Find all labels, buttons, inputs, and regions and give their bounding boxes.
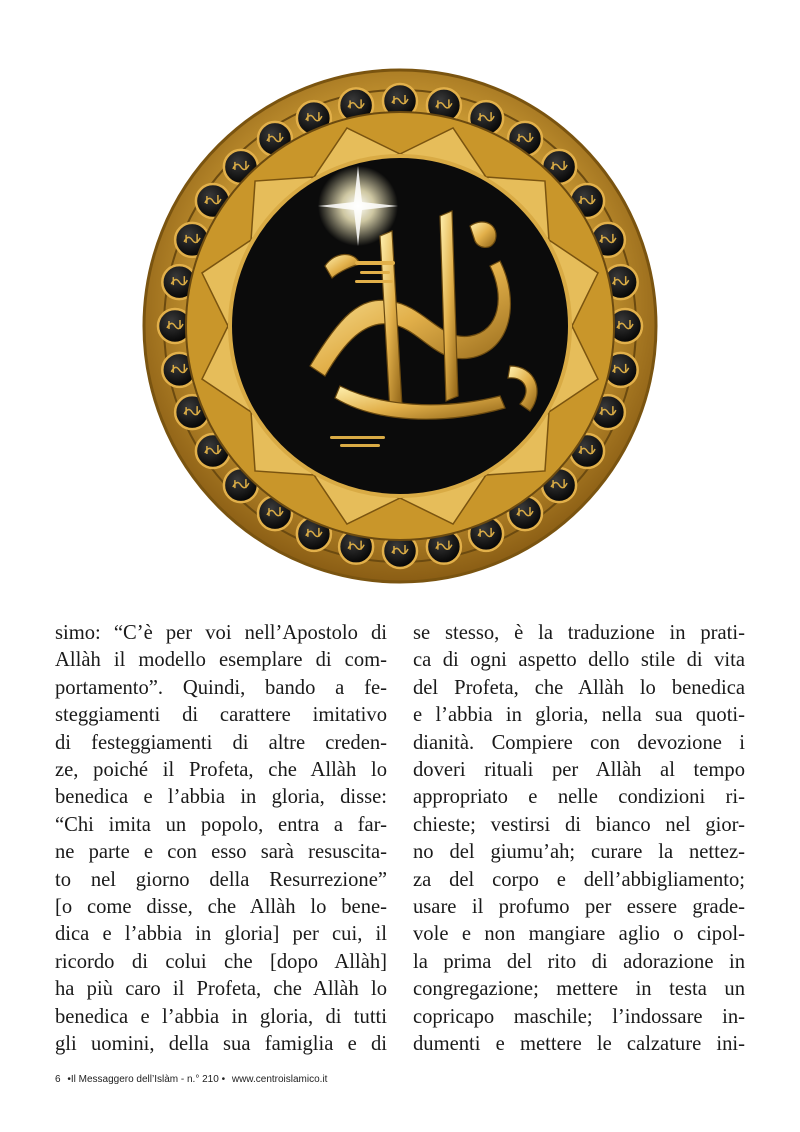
text-line: doveri rituali per Allàh al tempo bbox=[413, 759, 745, 782]
text-line: dica e l’abbia in gloria] per cui, il bbox=[55, 923, 387, 946]
text-line: benedica e l’abbia in gloria, di tutti bbox=[55, 1005, 387, 1028]
text-line: to nel giorno della Resurrezione” bbox=[55, 868, 387, 891]
text-line: ne parte e con esso sarà resuscita- bbox=[55, 841, 387, 864]
right-text-column bbox=[413, 620, 745, 1059]
text-line: ze, poiché il Profeta, che Allàh lo bbox=[55, 759, 387, 782]
text-line: Allàh il modello esemplare di com- bbox=[55, 649, 387, 672]
text-line: ricordo di colui che [dopo Allàh] bbox=[55, 950, 387, 973]
text-line: se stesso, è la traduzione in prati- bbox=[413, 622, 745, 644]
text-line: ca di ogni aspetto dello stile di vita bbox=[413, 649, 745, 672]
page-footer bbox=[55, 1074, 331, 1085]
text-line: dumenti e mettere le calzature ini- bbox=[413, 1033, 745, 1056]
text-line: [o come disse, che Allàh lo bene- bbox=[55, 896, 387, 919]
text-line: za del corpo e dell’abbigliamento; bbox=[413, 868, 745, 891]
text-line: gli uomini, della sua famiglia e di bbox=[55, 1033, 387, 1056]
text-line: vole e non mangiare aglio o cipol- bbox=[413, 923, 745, 946]
text-line: del Profeta, che Allàh lo benedica bbox=[413, 676, 745, 699]
text-line: ha più caro il Profeta, che Allàh lo bbox=[55, 978, 387, 1001]
website-link[interactable]: www.centroislamico.it bbox=[231, 1074, 328, 1085]
text-line: portamento”. Quindi, bando a fe- bbox=[55, 676, 387, 699]
text-line: usare il profumo per essere grade- bbox=[413, 896, 745, 919]
text-line: “Chi imita un popolo, entra a far- bbox=[55, 813, 387, 836]
text-line: benedica e l’abbia in gloria, disse: bbox=[55, 786, 387, 809]
page-number: 6 bbox=[55, 1074, 61, 1085]
text-line: e l’abbia in gloria, nella sua quoti- bbox=[413, 704, 745, 727]
text-line: appropriato e nelle condizioni ri- bbox=[413, 786, 745, 809]
text-line: chieste; vestirsi di bianco nel gior- bbox=[413, 813, 745, 836]
text-line: dianità. Compiere con devozione i bbox=[413, 731, 745, 754]
text-line: no del giumu’ah; curare la nettez- bbox=[413, 841, 745, 864]
magazine-title: •Il Messaggero dell’Islàm - n.° 210 • bbox=[67, 1074, 226, 1085]
text-line: congregazione; mettere in testa un bbox=[413, 978, 745, 1001]
left-text-column bbox=[55, 620, 387, 1059]
text-line: copricapo maschile; l’indossare in- bbox=[413, 1005, 745, 1028]
text-line: simo: “C’è per voi nell’Apostolo di bbox=[55, 622, 387, 644]
calligraphy-medallion-image bbox=[140, 66, 660, 586]
text-line: steggiamenti di carattere imitativo bbox=[55, 704, 387, 727]
text-line: di festeggiamenti di altre creden- bbox=[55, 731, 387, 754]
text-line: la prima del rito di adorazione in bbox=[413, 950, 745, 973]
